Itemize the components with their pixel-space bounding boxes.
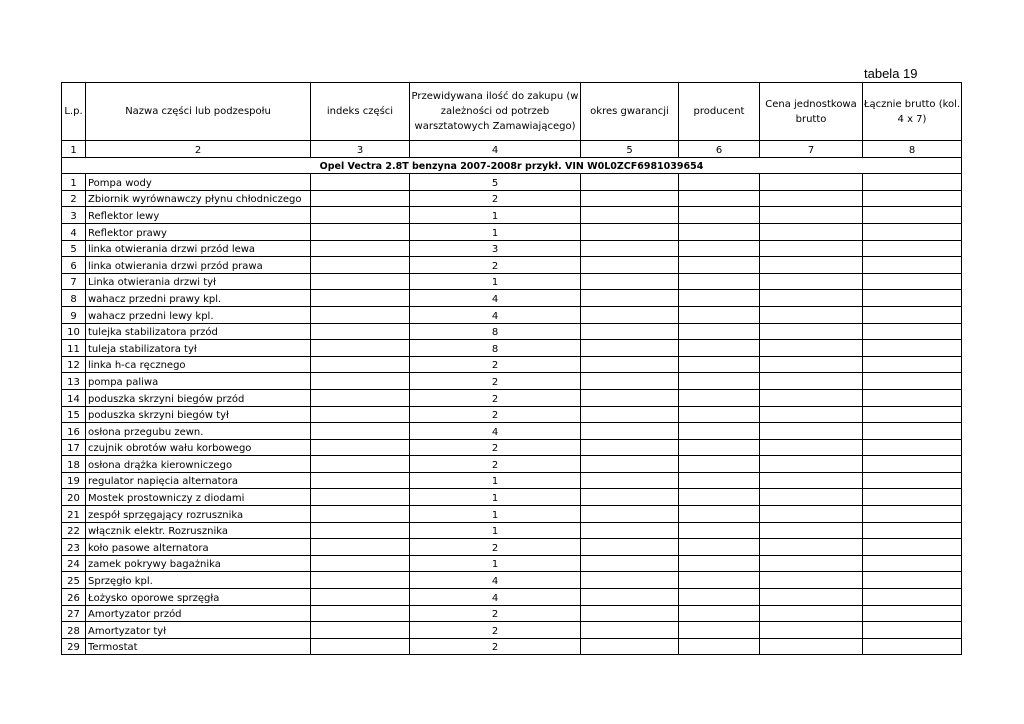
warranty-cell bbox=[581, 306, 679, 323]
lp-cell: 23 bbox=[62, 539, 86, 556]
warranty-cell bbox=[581, 389, 679, 406]
lp-cell: 11 bbox=[62, 340, 86, 357]
table-row bbox=[62, 340, 962, 357]
table-row bbox=[62, 439, 962, 456]
warranty-cell bbox=[581, 223, 679, 240]
manufacturer-cell bbox=[679, 456, 760, 473]
unit-price-cell bbox=[760, 273, 863, 290]
manufacturer-cell bbox=[679, 539, 760, 556]
lp-cell: 24 bbox=[62, 555, 86, 572]
part-name-cell: Amortyzator tył bbox=[86, 622, 311, 639]
table-row bbox=[62, 472, 962, 489]
manufacturer-cell bbox=[679, 589, 760, 606]
column-number-row bbox=[62, 141, 962, 158]
column-number-cell: 8 bbox=[863, 141, 962, 158]
unit-price-cell bbox=[760, 207, 863, 224]
part-name-cell: linka h-ca ręcznego bbox=[86, 356, 311, 373]
part-name-cell: Linka otwierania drzwi tył bbox=[86, 273, 311, 290]
unit-price-cell bbox=[760, 589, 863, 606]
total-cell bbox=[863, 439, 962, 456]
part-name-cell: Reflektor prawy bbox=[86, 223, 311, 240]
unit-price-cell bbox=[760, 638, 863, 655]
header-cell-warranty: okres gwarancji bbox=[581, 83, 679, 141]
part-name-cell: Amortyzator przód bbox=[86, 605, 311, 622]
total-cell bbox=[863, 489, 962, 506]
part-name-cell: Reflektor lewy bbox=[86, 207, 311, 224]
unit-price-cell bbox=[760, 174, 863, 191]
warranty-cell bbox=[581, 456, 679, 473]
part-index-cell bbox=[311, 290, 410, 307]
header-cell-quantity: Przewidywana ilość do zakupu (w zależności od potrzeb warsztatowych Zamawiającego) bbox=[410, 83, 581, 141]
lp-cell: 16 bbox=[62, 423, 86, 440]
quantity-cell: 2 bbox=[410, 406, 581, 423]
part-name-cell: czujnik obrotów wału korbowego bbox=[86, 439, 311, 456]
manufacturer-cell bbox=[679, 572, 760, 589]
total-cell bbox=[863, 323, 962, 340]
part-index-cell bbox=[311, 223, 410, 240]
lp-cell: 1 bbox=[62, 174, 86, 191]
header-cell-total: Łącznie brutto (kol. 4 x 7) bbox=[863, 83, 962, 141]
warranty-cell bbox=[581, 273, 679, 290]
unit-price-cell bbox=[760, 489, 863, 506]
part-index-cell bbox=[311, 306, 410, 323]
table-row bbox=[62, 456, 962, 473]
total-cell bbox=[863, 240, 962, 257]
unit-price-cell bbox=[760, 240, 863, 257]
lp-cell: 7 bbox=[62, 273, 86, 290]
part-index-cell bbox=[311, 174, 410, 191]
quantity-cell: 4 bbox=[410, 589, 581, 606]
manufacturer-cell bbox=[679, 273, 760, 290]
unit-price-cell bbox=[760, 257, 863, 274]
part-index-cell bbox=[311, 456, 410, 473]
total-cell bbox=[863, 506, 962, 523]
part-index-cell bbox=[311, 389, 410, 406]
lp-cell: 10 bbox=[62, 323, 86, 340]
lp-cell: 12 bbox=[62, 356, 86, 373]
warranty-cell bbox=[581, 356, 679, 373]
lp-cell: 4 bbox=[62, 223, 86, 240]
quantity-cell: 3 bbox=[410, 240, 581, 257]
column-number-cell: 3 bbox=[311, 141, 410, 158]
part-name-cell: poduszka skrzyni biegów przód bbox=[86, 389, 311, 406]
table-row bbox=[62, 223, 962, 240]
table-row bbox=[62, 622, 962, 639]
part-index-cell bbox=[311, 539, 410, 556]
table-row bbox=[62, 423, 962, 440]
lp-cell: 13 bbox=[62, 373, 86, 390]
lp-cell: 3 bbox=[62, 207, 86, 224]
quantity-cell: 1 bbox=[410, 472, 581, 489]
quantity-cell: 8 bbox=[410, 340, 581, 357]
total-cell bbox=[863, 472, 962, 489]
part-name-cell: Sprzęgło kpl. bbox=[86, 572, 311, 589]
lp-cell: 2 bbox=[62, 190, 86, 207]
lp-cell: 27 bbox=[62, 605, 86, 622]
part-index-cell bbox=[311, 506, 410, 523]
quantity-cell: 2 bbox=[410, 257, 581, 274]
warranty-cell bbox=[581, 290, 679, 307]
manufacturer-cell bbox=[679, 323, 760, 340]
part-name-cell: Łożysko oporowe sprzęgła bbox=[86, 589, 311, 606]
manufacturer-cell bbox=[679, 174, 760, 191]
lp-cell: 14 bbox=[62, 389, 86, 406]
manufacturer-cell bbox=[679, 240, 760, 257]
quantity-cell: 4 bbox=[410, 290, 581, 307]
unit-price-cell bbox=[760, 223, 863, 240]
warranty-cell bbox=[581, 572, 679, 589]
table-row bbox=[62, 174, 962, 191]
unit-price-cell bbox=[760, 456, 863, 473]
part-index-cell bbox=[311, 555, 410, 572]
lp-cell: 21 bbox=[62, 506, 86, 523]
part-name-cell: tulejka stabilizatora przód bbox=[86, 323, 311, 340]
header-cell-lp: L.p. bbox=[62, 83, 86, 141]
column-number-cell: 1 bbox=[62, 141, 86, 158]
unit-price-cell bbox=[760, 290, 863, 307]
warranty-cell bbox=[581, 605, 679, 622]
quantity-cell: 1 bbox=[410, 506, 581, 523]
quantity-cell: 1 bbox=[410, 207, 581, 224]
quantity-cell: 4 bbox=[410, 572, 581, 589]
quantity-cell: 2 bbox=[410, 389, 581, 406]
unit-price-cell bbox=[760, 572, 863, 589]
manufacturer-cell bbox=[679, 340, 760, 357]
total-cell bbox=[863, 356, 962, 373]
table-row bbox=[62, 240, 962, 257]
part-name-cell: pompa paliwa bbox=[86, 373, 311, 390]
header-cell-part-index: indeks części bbox=[311, 83, 410, 141]
total-cell bbox=[863, 174, 962, 191]
manufacturer-cell bbox=[679, 356, 760, 373]
lp-cell: 9 bbox=[62, 306, 86, 323]
manufacturer-cell bbox=[679, 389, 760, 406]
quantity-cell: 4 bbox=[410, 306, 581, 323]
column-number-cell: 5 bbox=[581, 141, 679, 158]
manufacturer-cell bbox=[679, 638, 760, 655]
manufacturer-cell bbox=[679, 223, 760, 240]
table-row bbox=[62, 257, 962, 274]
quantity-cell: 8 bbox=[410, 323, 581, 340]
total-cell bbox=[863, 605, 962, 622]
quantity-cell: 2 bbox=[410, 622, 581, 639]
part-index-cell bbox=[311, 190, 410, 207]
warranty-cell bbox=[581, 522, 679, 539]
quantity-cell: 2 bbox=[410, 638, 581, 655]
manufacturer-cell bbox=[679, 406, 760, 423]
table-row bbox=[62, 522, 962, 539]
warranty-cell bbox=[581, 472, 679, 489]
lp-cell: 29 bbox=[62, 638, 86, 655]
unit-price-cell bbox=[760, 622, 863, 639]
manufacturer-cell bbox=[679, 290, 760, 307]
unit-price-cell bbox=[760, 373, 863, 390]
total-cell bbox=[863, 522, 962, 539]
table-row bbox=[62, 190, 962, 207]
table-row bbox=[62, 207, 962, 224]
lp-cell: 25 bbox=[62, 572, 86, 589]
lp-cell: 22 bbox=[62, 522, 86, 539]
section-row bbox=[62, 157, 962, 174]
warranty-cell bbox=[581, 190, 679, 207]
manufacturer-cell bbox=[679, 489, 760, 506]
quantity-cell: 2 bbox=[410, 539, 581, 556]
part-index-cell bbox=[311, 273, 410, 290]
warranty-cell bbox=[581, 539, 679, 556]
part-index-cell bbox=[311, 522, 410, 539]
total-cell bbox=[863, 555, 962, 572]
table-row bbox=[62, 323, 962, 340]
part-name-cell: linka otwierania drzwi przód lewa bbox=[86, 240, 311, 257]
table-row bbox=[62, 389, 962, 406]
part-index-cell bbox=[311, 572, 410, 589]
total-cell bbox=[863, 638, 962, 655]
unit-price-cell bbox=[760, 423, 863, 440]
total-cell bbox=[863, 389, 962, 406]
manufacturer-cell bbox=[679, 472, 760, 489]
total-cell bbox=[863, 373, 962, 390]
unit-price-cell bbox=[760, 439, 863, 456]
part-name-cell: Termostat bbox=[86, 638, 311, 655]
total-cell bbox=[863, 423, 962, 440]
part-index-cell bbox=[311, 373, 410, 390]
table-row bbox=[62, 506, 962, 523]
unit-price-cell bbox=[760, 389, 863, 406]
part-name-cell: wahacz przedni prawy kpl. bbox=[86, 290, 311, 307]
unit-price-cell bbox=[760, 472, 863, 489]
unit-price-cell bbox=[760, 323, 863, 340]
part-index-cell bbox=[311, 406, 410, 423]
part-index-cell bbox=[311, 622, 410, 639]
manufacturer-cell bbox=[679, 373, 760, 390]
part-name-cell: regulator napięcia alternatora bbox=[86, 472, 311, 489]
part-index-cell bbox=[311, 257, 410, 274]
manufacturer-cell bbox=[679, 207, 760, 224]
part-index-cell bbox=[311, 207, 410, 224]
table-row bbox=[62, 605, 962, 622]
unit-price-cell bbox=[760, 539, 863, 556]
column-number-cell: 4 bbox=[410, 141, 581, 158]
parts-table bbox=[61, 82, 962, 655]
header-cell-unit-price: Cena jednostkowa brutto bbox=[760, 83, 863, 141]
total-cell bbox=[863, 190, 962, 207]
unit-price-cell bbox=[760, 340, 863, 357]
unit-price-cell bbox=[760, 555, 863, 572]
total-cell bbox=[863, 306, 962, 323]
total-cell bbox=[863, 207, 962, 224]
table-row bbox=[62, 589, 962, 606]
part-name-cell: włącznik elektr. Rozrusznika bbox=[86, 522, 311, 539]
quantity-cell: 1 bbox=[410, 273, 581, 290]
warranty-cell bbox=[581, 506, 679, 523]
part-index-cell bbox=[311, 423, 410, 440]
warranty-cell bbox=[581, 340, 679, 357]
unit-price-cell bbox=[760, 605, 863, 622]
lp-cell: 5 bbox=[62, 240, 86, 257]
total-cell bbox=[863, 340, 962, 357]
part-index-cell bbox=[311, 323, 410, 340]
warranty-cell bbox=[581, 406, 679, 423]
header-cell-manufacturer: producent bbox=[679, 83, 760, 141]
part-name-cell: Zbiornik wyrównawczy płynu chłodniczego bbox=[86, 190, 311, 207]
part-index-cell bbox=[311, 605, 410, 622]
part-index-cell bbox=[311, 638, 410, 655]
lp-cell: 18 bbox=[62, 456, 86, 473]
table-row bbox=[62, 356, 962, 373]
warranty-cell bbox=[581, 589, 679, 606]
part-name-cell: Pompa wody bbox=[86, 174, 311, 191]
part-name-cell: zamek pokrywy bagażnika bbox=[86, 555, 311, 572]
lp-cell: 28 bbox=[62, 622, 86, 639]
manufacturer-cell bbox=[679, 423, 760, 440]
quantity-cell: 2 bbox=[410, 456, 581, 473]
lp-cell: 15 bbox=[62, 406, 86, 423]
table-row bbox=[62, 273, 962, 290]
column-number-cell: 6 bbox=[679, 141, 760, 158]
warranty-cell bbox=[581, 489, 679, 506]
table-row bbox=[62, 638, 962, 655]
table-row bbox=[62, 290, 962, 307]
lp-cell: 6 bbox=[62, 257, 86, 274]
quantity-cell: 5 bbox=[410, 174, 581, 191]
total-cell bbox=[863, 622, 962, 639]
manufacturer-cell bbox=[679, 522, 760, 539]
unit-price-cell bbox=[760, 190, 863, 207]
table-title: tabela 19 bbox=[864, 66, 918, 81]
warranty-cell bbox=[581, 174, 679, 191]
total-cell bbox=[863, 290, 962, 307]
total-cell bbox=[863, 273, 962, 290]
warranty-cell bbox=[581, 439, 679, 456]
part-name-cell: zespół sprzęgający rozrusznika bbox=[86, 506, 311, 523]
lp-cell: 8 bbox=[62, 290, 86, 307]
warranty-cell bbox=[581, 622, 679, 639]
lp-cell: 20 bbox=[62, 489, 86, 506]
part-name-cell: Mostek prostowniczy z diodami bbox=[86, 489, 311, 506]
table-row bbox=[62, 406, 962, 423]
unit-price-cell bbox=[760, 506, 863, 523]
part-index-cell bbox=[311, 356, 410, 373]
unit-price-cell bbox=[760, 406, 863, 423]
part-index-cell bbox=[311, 340, 410, 357]
warranty-cell bbox=[581, 638, 679, 655]
quantity-cell: 1 bbox=[410, 522, 581, 539]
quantity-cell: 1 bbox=[410, 223, 581, 240]
part-name-cell: wahacz przedni lewy kpl. bbox=[86, 306, 311, 323]
quantity-cell: 2 bbox=[410, 373, 581, 390]
total-cell bbox=[863, 257, 962, 274]
header-row bbox=[62, 83, 962, 141]
quantity-cell: 2 bbox=[410, 605, 581, 622]
part-index-cell bbox=[311, 240, 410, 257]
table-row bbox=[62, 572, 962, 589]
total-cell bbox=[863, 223, 962, 240]
table-row bbox=[62, 555, 962, 572]
table-row bbox=[62, 306, 962, 323]
column-number-cell: 2 bbox=[86, 141, 311, 158]
total-cell bbox=[863, 572, 962, 589]
part-name-cell: koło pasowe alternatora bbox=[86, 539, 311, 556]
table-row bbox=[62, 373, 962, 390]
warranty-cell bbox=[581, 555, 679, 572]
quantity-cell: 2 bbox=[410, 190, 581, 207]
part-index-cell bbox=[311, 589, 410, 606]
warranty-cell bbox=[581, 257, 679, 274]
manufacturer-cell bbox=[679, 306, 760, 323]
header-cell-part-name: Nazwa części lub podzespołu bbox=[86, 83, 311, 141]
unit-price-cell bbox=[760, 306, 863, 323]
total-cell bbox=[863, 589, 962, 606]
table-row bbox=[62, 539, 962, 556]
unit-price-cell bbox=[760, 522, 863, 539]
lp-cell: 17 bbox=[62, 439, 86, 456]
total-cell bbox=[863, 539, 962, 556]
manufacturer-cell bbox=[679, 506, 760, 523]
manufacturer-cell bbox=[679, 190, 760, 207]
part-name-cell: tuleja stabilizatora tył bbox=[86, 340, 311, 357]
manufacturer-cell bbox=[679, 605, 760, 622]
part-name-cell: osłona drążka kierowniczego bbox=[86, 456, 311, 473]
quantity-cell: 2 bbox=[410, 356, 581, 373]
warranty-cell bbox=[581, 373, 679, 390]
table-row bbox=[62, 489, 962, 506]
manufacturer-cell bbox=[679, 257, 760, 274]
quantity-cell: 2 bbox=[410, 439, 581, 456]
manufacturer-cell bbox=[679, 622, 760, 639]
unit-price-cell bbox=[760, 356, 863, 373]
part-name-cell: poduszka skrzyni biegów tył bbox=[86, 406, 311, 423]
warranty-cell bbox=[581, 423, 679, 440]
quantity-cell: 1 bbox=[410, 555, 581, 572]
warranty-cell bbox=[581, 323, 679, 340]
quantity-cell: 1 bbox=[410, 489, 581, 506]
total-cell bbox=[863, 456, 962, 473]
part-index-cell bbox=[311, 439, 410, 456]
part-name-cell: osłona przegubu zewn. bbox=[86, 423, 311, 440]
lp-cell: 26 bbox=[62, 589, 86, 606]
section-title: Opel Vectra 2.8T benzyna 2007-2008r przykł. VIN W0L0ZCF6981039654 bbox=[62, 157, 962, 174]
lp-cell: 19 bbox=[62, 472, 86, 489]
column-number-cell: 7 bbox=[760, 141, 863, 158]
manufacturer-cell bbox=[679, 439, 760, 456]
part-name-cell: linka otwierania drzwi przód prawa bbox=[86, 257, 311, 274]
warranty-cell bbox=[581, 207, 679, 224]
part-index-cell bbox=[311, 489, 410, 506]
part-index-cell bbox=[311, 472, 410, 489]
warranty-cell bbox=[581, 240, 679, 257]
manufacturer-cell bbox=[679, 555, 760, 572]
total-cell bbox=[863, 406, 962, 423]
quantity-cell: 4 bbox=[410, 423, 581, 440]
